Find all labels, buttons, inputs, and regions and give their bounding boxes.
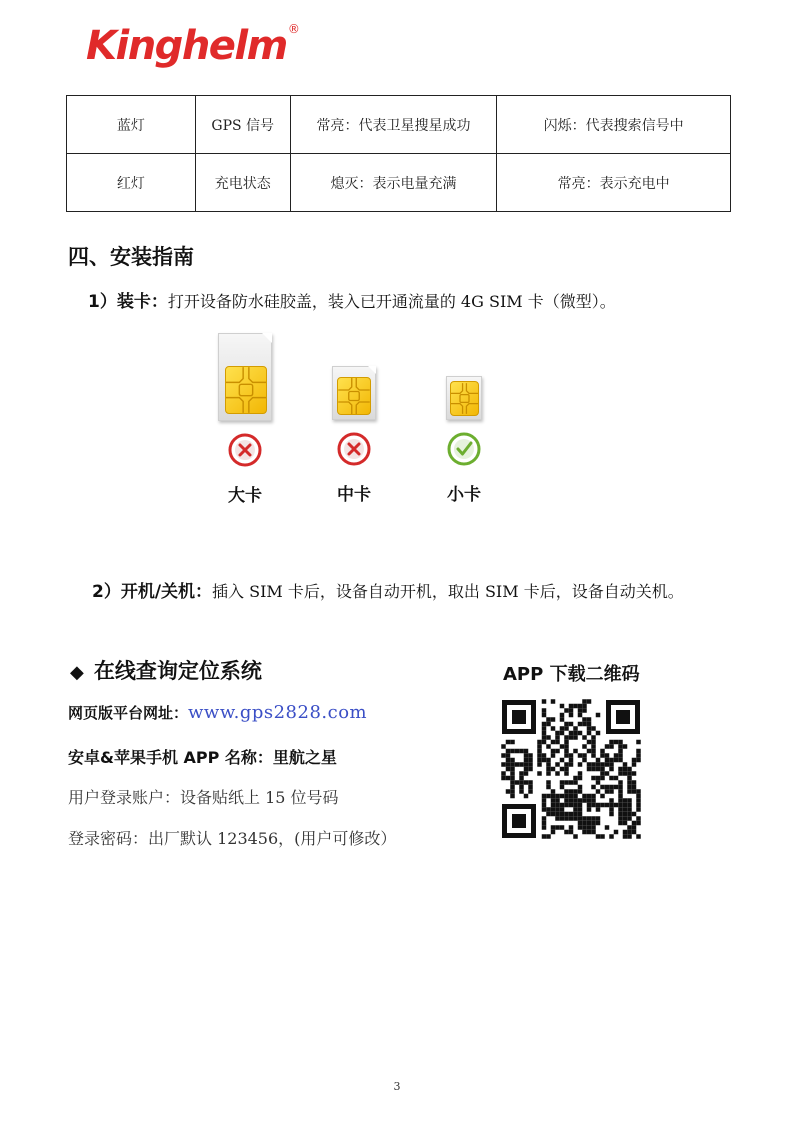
brand-logo bbox=[86, 20, 300, 72]
table-cell: 常亮：表示充电中 bbox=[497, 154, 731, 212]
indicator-status-table bbox=[66, 95, 731, 212]
table-cell: 熄灭：表示电量充满 bbox=[290, 154, 497, 212]
sim-label-small: 小卡 bbox=[447, 485, 481, 505]
check-icon bbox=[447, 432, 481, 466]
password-line: 登录密码：出厂默认 123456，(用户可修改） bbox=[68, 829, 397, 848]
step-2-label: 2）开机/关机： bbox=[92, 582, 213, 602]
user-account-line: 用户登录账户：设备贴纸上 15 位号码 bbox=[68, 788, 339, 807]
table-cell: 蓝灯 bbox=[67, 96, 196, 154]
page-number: 3 bbox=[393, 1080, 401, 1093]
web-platform-line bbox=[68, 702, 367, 723]
sim-label-medium: 中卡 bbox=[337, 485, 371, 505]
cross-icon bbox=[337, 432, 371, 466]
app-name-line: 安卓&苹果手机 APP 名称：里航之星 bbox=[68, 748, 337, 767]
web-platform-link[interactable]: www.gps2828.com bbox=[188, 702, 368, 723]
online-query-title: 在线查询定位系统 bbox=[93, 659, 262, 683]
medium-sim-illustration bbox=[332, 366, 376, 420]
app-download-qr-code[interactable] bbox=[500, 698, 642, 840]
sim-card-medium bbox=[324, 366, 384, 505]
install-guide-heading: 四、安装指南 bbox=[68, 245, 194, 269]
online-query-heading bbox=[70, 655, 262, 685]
large-sim-illustration bbox=[218, 333, 272, 421]
logo-text: Kinghelm bbox=[86, 23, 287, 69]
sim-label-large: 大卡 bbox=[228, 486, 262, 506]
sim-card-small bbox=[436, 376, 492, 505]
diamond-bullet-icon: ◆ bbox=[70, 662, 84, 683]
registered-mark: ® bbox=[287, 22, 300, 36]
table-cell: 充电状态 bbox=[195, 154, 290, 212]
step-1-label: 1）装卡： bbox=[88, 292, 168, 312]
table-cell: 常亮：代表卫星搜星成功 bbox=[290, 96, 497, 154]
sim-card-large bbox=[212, 333, 278, 506]
table-cell: GPS 信号 bbox=[195, 96, 290, 154]
small-sim-illustration bbox=[446, 376, 482, 420]
install-step-2 bbox=[92, 577, 684, 602]
table-cell: 闪烁：代表搜索信号中 bbox=[497, 96, 731, 154]
step-2-text: 插入 SIM 卡后，设备自动开机，取出 SIM 卡后，设备自动关机。 bbox=[212, 582, 684, 601]
step-1-text: 打开设备防水硅胶盖，装入已开通流量的 4G SIM 卡（微型）。 bbox=[167, 292, 616, 311]
app-download-title: APP 下载二维码 bbox=[503, 664, 640, 685]
cross-icon bbox=[228, 433, 262, 467]
web-platform-label: 网页版平台网址： bbox=[68, 704, 189, 722]
table-row bbox=[67, 96, 731, 154]
table-cell: 红灯 bbox=[67, 154, 196, 212]
table-row bbox=[67, 154, 731, 212]
install-step-1 bbox=[88, 287, 616, 312]
